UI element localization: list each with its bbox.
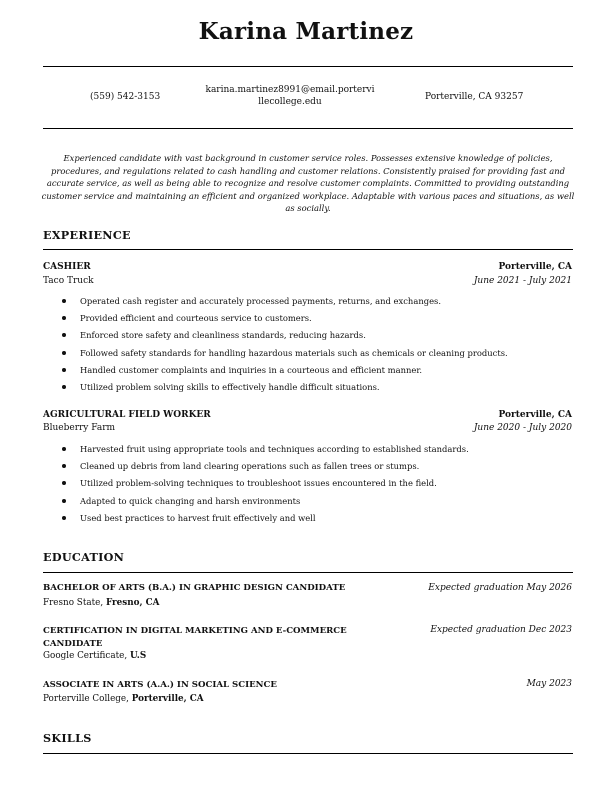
resume-name: Karina Martinez	[198, 18, 414, 45]
degree-title: CERTIFICATION IN DIGITAL MARKETING AND E-COMMERCE CANDIDATE	[43, 626, 347, 649]
job-dates: June 2020 - July 2020	[473, 423, 572, 433]
job-title: AGRICULTURAL FIELD WORKER	[43, 410, 211, 420]
degree-date: Expected graduation Dec 2023	[430, 625, 572, 635]
email-line-2: llecollege.edu	[258, 97, 322, 107]
list-item: Utilized problem-solving techniques to troubleshoot issues encountered in the field.	[60, 478, 580, 495]
skills-rule	[43, 753, 573, 754]
degree-date: Expected graduation May 2026	[428, 583, 572, 593]
degree-title: BACHELOR OF ARTS (B.A.) IN GRAPHIC DESIGN CANDIDATE	[43, 583, 346, 593]
job-dates: June 2021 - July 2021	[473, 276, 572, 286]
job-location: Porterville, CA	[498, 410, 572, 420]
list-item: Operated cash register and accurately processed payments, returns, and exchanges.	[60, 296, 580, 313]
list-item: Cleaned up debris from land clearing operations such as fallen trees or stumps.	[60, 461, 580, 478]
school-place: Fresno, CA	[105, 598, 160, 608]
school-name: Fresno State,	[43, 598, 106, 608]
location: Porterville, CA 93257	[425, 92, 524, 102]
professional-summary: Experienced candidate with vast background in customer service roles. Possesses extensive knowledge of policies, procedures, and regulations related to cash handling and customer relations. Consistently praised for providing fast and accurate service, as well as being able to recognize and resolve customer complaints. Committed to providing outstanding customer service and maintaining an efficient and organized workplace. Adaptable with various paces and situations, as well as socially.	[41, 153, 575, 214]
degree-date: May 2023	[526, 679, 572, 689]
list-item: Adapted to quick changing and harsh environments	[60, 496, 580, 513]
experience-rule	[43, 249, 573, 250]
header-top-rule	[43, 66, 573, 67]
list-item: Used best practices to harvest fruit effectively and well	[60, 513, 580, 530]
job-location: Porterville, CA	[498, 262, 572, 272]
list-item: Handled customer complaints and inquiries in a courteous and efficient manner.	[60, 365, 580, 382]
skills-heading: SKILLS	[43, 731, 92, 745]
email	[200, 84, 380, 108]
phone: (559) 542-3153	[90, 92, 161, 102]
list-item: Harvested fruit using appropriate tools and techniques according to established standards.	[60, 444, 580, 461]
job-employer: Blueberry Farm	[43, 423, 116, 433]
school-place: U.S	[129, 651, 147, 661]
education-heading: EDUCATION	[43, 550, 125, 564]
list-item: Followed safety standards for handling hazardous materials such as chemicals or cleaning products.	[60, 348, 580, 365]
school	[43, 694, 204, 704]
education-rule	[43, 572, 573, 573]
job-bullet-list	[60, 296, 580, 399]
list-item: Enforced store safety and cleanliness standards, reducing hazards.	[60, 330, 580, 347]
school-place: Porterville, CA	[131, 694, 204, 704]
experience-heading: EXPERIENCE	[43, 228, 131, 242]
job-employer: Taco Truck	[43, 276, 94, 286]
school-name: Google Certificate,	[43, 651, 130, 661]
email-line-1: karina.martinez8991@email.portervi	[205, 85, 375, 95]
school	[43, 598, 159, 608]
list-item: Provided efficient and courteous service to customers.	[60, 313, 580, 330]
job-title: CASHIER	[43, 262, 91, 272]
school	[43, 651, 146, 661]
header-bottom-rule	[43, 128, 573, 129]
list-item: Utilized problem solving skills to effectively handle difficult situations.	[60, 382, 580, 399]
school-name: Porterville College,	[43, 694, 132, 704]
degree-title: ASSOCIATE IN ARTS (A.A.) IN SOCIAL SCIENCE	[43, 680, 277, 690]
job-bullet-list	[60, 444, 580, 530]
